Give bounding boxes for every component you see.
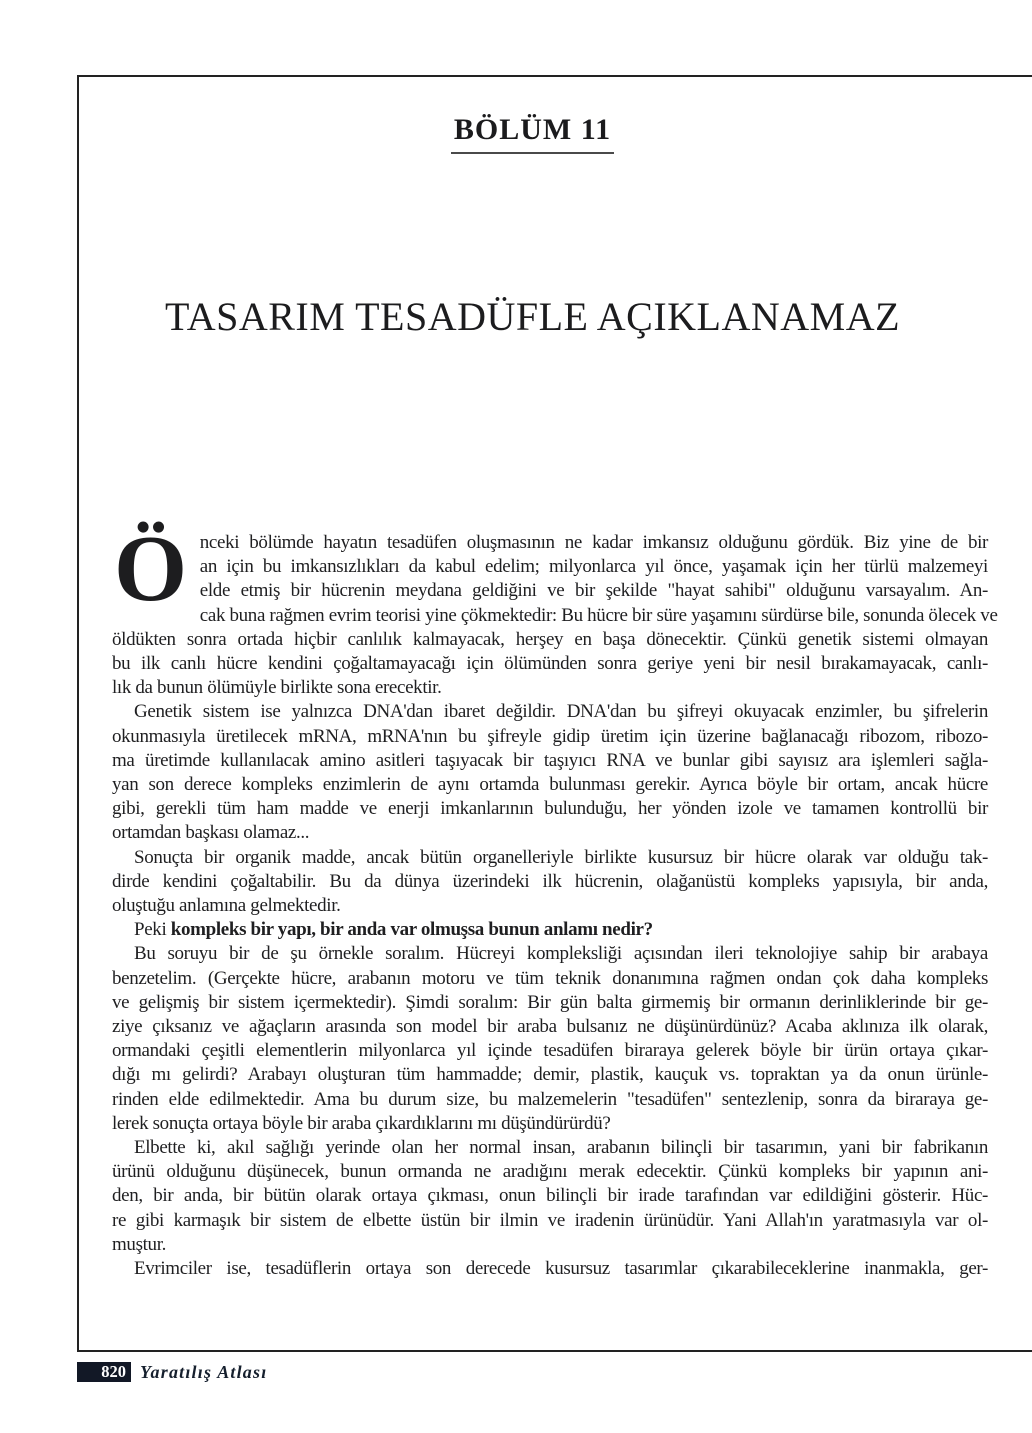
text-line: gibi, gerekli tüm ham madde ve enerji imkanlarının bulunduğu, her yönden izole ve tamamen kontrollü bir: [112, 798, 988, 820]
text-line: Peki kompleks bir yapı, bir anda var olmuşsa bunun anlamı nedir?: [134, 919, 653, 941]
text-line: oluştuğu anlamına gelmektedir.: [112, 895, 341, 917]
text-line: ve gelişmiş bir sistem içermektedir). Şimdi soralım: Bir gün balta girmemiş bir ormanın derinliklerinde bir ge-: [112, 991, 988, 1013]
text-line: re gibi karmaşık bir sistem de elbette üstün bir ilmin ve iradenin ürünüdür. Yani Allah'ın yaratmasıyla var ol-: [112, 1209, 988, 1231]
title-row: [80, 294, 985, 340]
paragraph: [112, 942, 988, 1136]
text-line: ürünü olduğunu düşünecek, bunun ormanda ne aradığını merak edecektir. Çünkü kompleks bir yapının ani-: [112, 1161, 988, 1183]
body-text: [112, 517, 998, 1281]
text-line: Evrimciler ise, tesadüflerin ortaya son derecede kusursuz tasarımlar çıkarabileceklerine inanmakla, ger-: [134, 1258, 988, 1280]
paragraph: [112, 517, 998, 700]
paragraph: [112, 1136, 988, 1257]
text-line: lerek sonuçta ortaya böyle bir araba çıkardıklarını mı düşündürürdü?: [112, 1112, 611, 1134]
text-line: ortamdan başkası olamaz...: [112, 822, 310, 844]
text-line: Elbette ki, akıl sağlığı yerinde olan her normal insan, arabanın bilinçli bir tasarımın, yani bir fabrikanın: [134, 1137, 988, 1159]
paragraph: [112, 846, 988, 919]
text-line: an için bu imkansızlıkları da kabul edelim; milyonlarca yıl önce, yaşamak için her türlü malzemeyi: [199, 556, 988, 578]
text-line: bu ilk canlı hücre kendini çoğaltamayacağı için ölümünden sonra geriye yeni bir nesil bırakamayacak, canlı-: [112, 653, 988, 675]
page-number: 820: [101, 1362, 126, 1381]
text-line: Genetik sistem ise yalnızca DNA'dan ibaret değildir. DNA'dan bu şifreyi okuyacak enzimler, bu şifrelerin: [134, 701, 988, 723]
page-title: TASARIM TESADÜFLE AÇIKLANAMAZ: [164, 294, 901, 339]
text-line: benzetelim. (Gerçekte hücre, arabanın motoru ve tüm teknik donanımına rağmen ondan çok daha kompleks: [112, 967, 988, 989]
text-line: ziye çıksanız ve ağaçların arasında son model bir araba bulsanız ne düşünürdünüz? Acaba aklınıza ilk olarak,: [112, 1016, 988, 1038]
text-line: ormandaki çeşitli elementlerin milyonlarca yıl içinde tesadüfen biraraya gelerek böyle bir ürün ortaya çıkar-: [112, 1040, 988, 1062]
chapter-heading-row: [80, 112, 985, 154]
book-title: Yaratılış Atlası: [140, 1362, 268, 1382]
chapter-heading: BÖLÜM 11: [451, 112, 614, 154]
text-line: dirde kendini çoğaltabilir. Bu da dünya üzerindeki ilk hücrenin, olağanüstü kompleks yapısıyla, bir anda,: [112, 870, 988, 892]
text-line: nceki bölümde hayatın tesadüfen oluşmasının ne kadar imkansız olduğunu gördük. Biz yine de bir: [199, 532, 988, 553]
text-line: Sonuçta bir organik madde, ancak bütün organelleriyle birlikte kusursuz bir hücre olarak var olduğu tak-: [134, 846, 988, 868]
text-line: rinden elde edilmektedir. Ama bu durum size, bu malzemelerin "tesadüfen" sentezlenip, sonra da biraraya ge-: [112, 1088, 988, 1110]
text-line: ma üretimde kullanılacak amino asitleri taşıyacak bir taşıyıcı RNA ve bunlar gibi sayısız ara işlemleri sağla-: [112, 749, 988, 771]
text-line: muştur.: [112, 1233, 167, 1255]
paragraph: [112, 1257, 988, 1281]
text-line: den, bir anda, bir bütün olarak ortaya çıkması, onun bilinçli bir irade tarafından var edildiğini gösterir. Hüc-: [112, 1185, 988, 1207]
page-footer: [0, 1360, 1032, 1386]
text-line: lık da bunun ölümüyle birlikte sona erecektir.: [112, 677, 442, 699]
drop-cap: Ö: [114, 517, 187, 621]
paragraph: [112, 700, 988, 845]
text-line: öldükten sonra ortada hiçbir canlılık kalmayacak, herşey en başa dönecektir. Çünkü genetik sistemi olmayan: [112, 628, 988, 650]
text-line: Bu soruyu bir de şu örnekle soralım. Hücreyi kompleksliği açısından ileri teknolojiye sahip bir arabaya: [134, 943, 988, 965]
paragraph: [112, 918, 988, 942]
text-line: yan son derece kompleks enzimlerin de aynı ortamda bulunması gerekir. Ayrıca böyle bir ortam, ancak hücre: [112, 774, 988, 796]
text-line: okunmasıyla üretilecek mRNA, mRNA'nın bu şifreyle gidip üretim için üzerine bağlanacağı ribozom, ribozo-: [112, 725, 988, 747]
page-number-badge: [77, 1362, 131, 1382]
text-line: dığı mı gelirdi? Arabayı oluşturan tüm hammadde; demir, plastik, kauçuk vs. topraktan ya da onun ürünle-: [112, 1064, 988, 1086]
text-line: elde etmiş bir hücrenin meydana geldiğini ve bir şekilde "hayat sahibi" olduğunu varsayalım. An-: [199, 580, 988, 602]
text-line: cak buna rağmen evrim teorisi yine çökmektedir: Bu hücre bir süre yaşamını sürdürse bile, sonunda ölecek ve: [199, 604, 998, 626]
